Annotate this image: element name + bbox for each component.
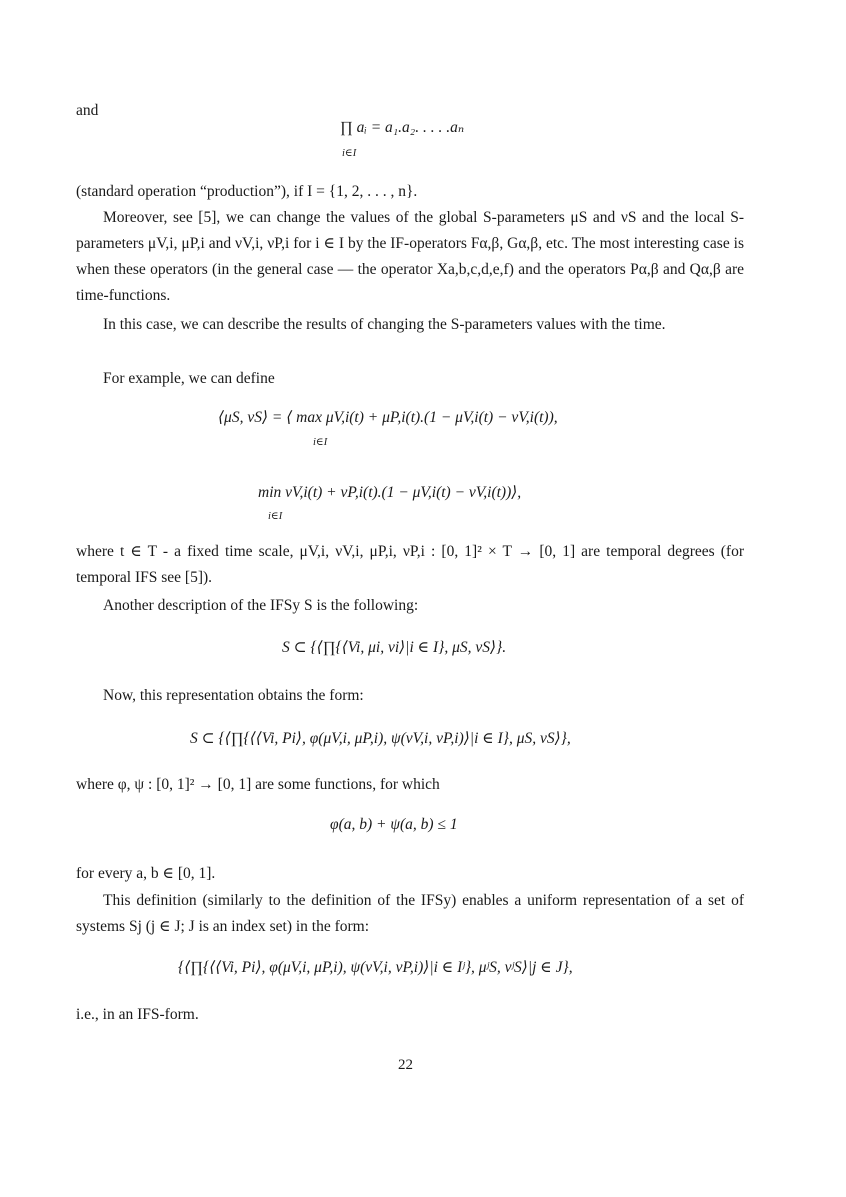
paragraph-this-definition: This definition (similarly to the definition of the IFSy) enables a uniform representation of a set of systems Sj (j ∈ J; J is an index set) in the form: <box>76 892 744 935</box>
equation-s-subset-1: S ⊂ {⟨∏{⟨Vi, μi, νi⟩|i ∈ I}, μS, νS⟩}. <box>282 639 507 656</box>
equation-product-subscript: i∈I <box>342 148 357 159</box>
equation-inequality: φ(a, b) + ψ(a, b) ≤ 1 <box>330 816 458 833</box>
paragraph-for-example: For example, we can define <box>103 370 275 387</box>
equation-max: ⟨μS, νS⟩ = ⟨ max μV,i(t) + μP,i(t).(1 − μV,i(t) − νV,i(t)), <box>218 409 558 426</box>
paragraph-standard-operation: (standard operation “production”), if I = {1, 2, . . . , n}. <box>76 183 418 200</box>
equation-product: ∏ aᵢ = a₁.a₂. . . . .aₙ <box>340 119 465 136</box>
paragraph-for-every: for every a, b ∈ [0, 1]. <box>76 865 216 882</box>
paragraph-another-description: Another description of the IFSy S is the following: <box>103 597 419 614</box>
paragraph-ifs-form: i.e., in an IFS-form. <box>76 1006 199 1023</box>
equation-set-of-systems: {⟨∏{⟨⟨Vi, Pi⟩, φ(μV,i, μP,i), ψ(νV,i, νP,i)⟩|i ∈ Iʲ}, μʲS, νʲS⟩|j ∈ J}, <box>178 959 573 976</box>
paragraph-now: Now, this representation obtains the form: <box>103 687 364 704</box>
equation-min: min νV,i(t) + νP,i(t).(1 − μV,i(t) − νV,i(t))⟩, <box>258 484 522 501</box>
paragraph-where-phi-psi: where φ, ψ : [0, 1]² → [0, 1] are some functions, for which <box>76 776 440 793</box>
paragraph-and: and <box>76 102 99 119</box>
page-number: 22 <box>398 1057 413 1073</box>
equation-max-subscript: i∈I <box>313 437 328 448</box>
equation-min-subscript: i∈I <box>268 511 283 522</box>
paragraph-moreover: Moreover, see [5], we can change the values of the global S-parameters μS and νS and the local S-parameters μV,i, μP,i and νV,i, νP,i for i ∈ I by the IF-operators Fα,β, Gα,β, etc. The most interesting case is when these operators (in the general case — the operator Xa,b,c,d,e,f) and the operators Pα,β and Qα,β are time-functions. <box>76 209 744 304</box>
equation-s-subset-2: S ⊂ {⟨∏{⟨⟨Vi, Pi⟩, φ(μV,i, μP,i), ψ(νV,i, νP,i)⟩|i ∈ I}, μS, νS⟩}, <box>190 730 571 747</box>
paragraph-where-t: where t ∈ T - a fixed time scale, μV,i, νV,i, μP,i, νP,i : [0, 1]² × T → [0, 1] are temporal degrees (for temporal IFS see [5]). <box>76 543 744 586</box>
paragraph-in-this-case: In this case, we can describe the results of changing the S-parameters values with the time. <box>103 316 666 333</box>
